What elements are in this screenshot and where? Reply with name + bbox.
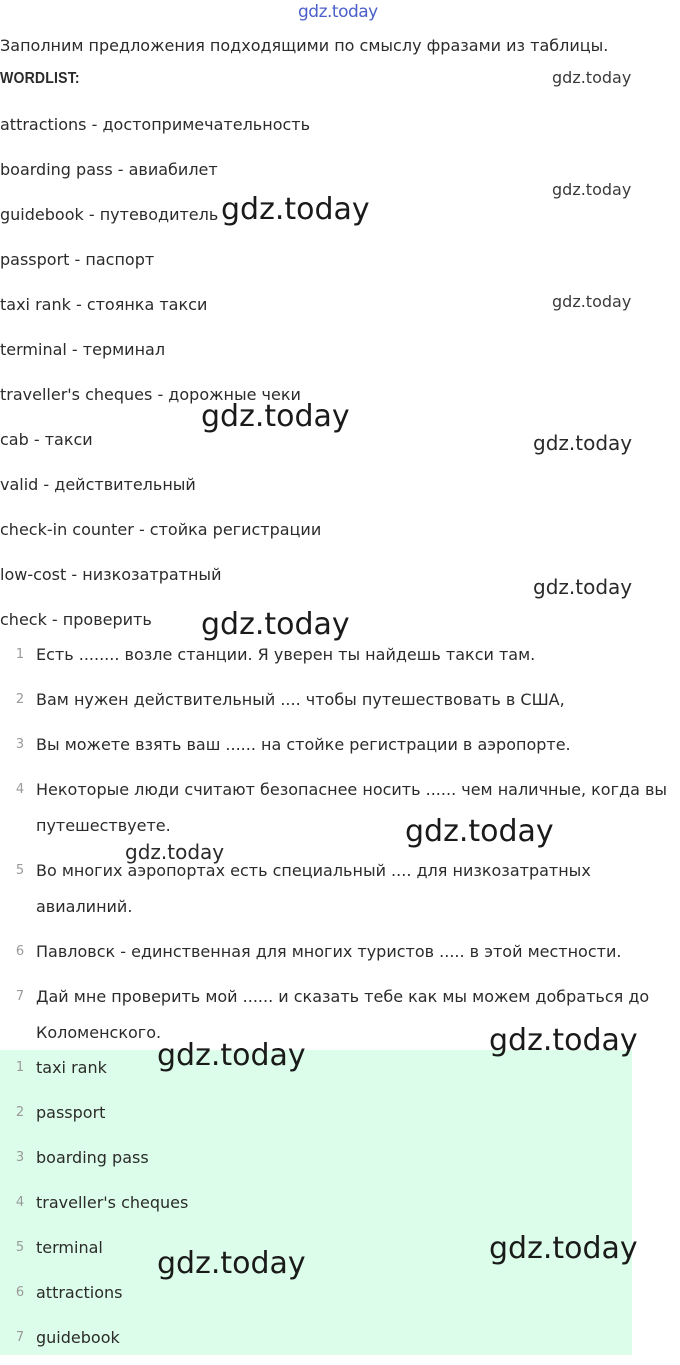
task-item: [0, 637, 680, 673]
watermark: gdz.today: [157, 1246, 306, 1281]
wordlist-item: cab - такси: [0, 430, 93, 449]
answer-number: 7: [15, 1330, 25, 1345]
task-text: Некоторые люди считают безопаснее носить ...... чем наличные, когда вы путешествуете.: [36, 780, 668, 835]
answer-text: traveller's cheques: [36, 1193, 189, 1212]
task-item: [0, 934, 680, 970]
task-item: [0, 979, 680, 1051]
task-text: Вам нужен действительный .... чтобы путешествовать в США,: [36, 690, 565, 709]
watermark: gdz.today: [125, 840, 225, 864]
task-text: Павловск - единственная для многих туристов ..... в этой местности.: [36, 942, 622, 961]
task-number: 2: [15, 692, 25, 707]
wordlist-item: valid - действительный: [0, 475, 196, 494]
answer-item: [0, 1050, 188, 1095]
instruction-text: Заполним предложения подходящими по смыслу фразами из таблицы.: [0, 36, 609, 55]
answer-item: [0, 1185, 188, 1230]
answer-item: [0, 1230, 188, 1275]
answer-number: 5: [15, 1240, 25, 1255]
wordlist-item: traveller's cheques - дорожные чеки: [0, 385, 301, 404]
task-item: [0, 853, 680, 925]
task-number: 6: [15, 944, 25, 959]
answer-item: [0, 1095, 188, 1140]
wordlist-item: guidebook - путеводитель: [0, 205, 219, 224]
watermark: gdz.today: [552, 292, 632, 311]
watermark: gdz.today: [552, 68, 632, 87]
answer-item: [0, 1320, 188, 1365]
site-logo: gdz.today: [298, 2, 378, 22]
watermark: gdz.today: [533, 575, 633, 599]
wordlist-item: passport - паспорт: [0, 250, 155, 269]
answer-text: passport: [36, 1103, 106, 1122]
task-number: 4: [15, 782, 25, 797]
task-number: 3: [15, 737, 25, 752]
watermark: gdz.today: [533, 431, 633, 455]
answer-number: 2: [15, 1105, 25, 1120]
watermark: gdz.today: [157, 1038, 306, 1073]
answer-number: 6: [15, 1285, 25, 1300]
task-text: Вы можете взять ваш ...... на стойке регистрации в аэропорте.: [36, 735, 571, 754]
task-list: [0, 637, 680, 1060]
watermark: gdz.today: [489, 1023, 638, 1058]
answer-text: terminal: [36, 1238, 103, 1257]
answer-text: taxi rank: [36, 1058, 107, 1077]
wordlist-item: check - проверить: [0, 610, 152, 629]
task-number: 7: [15, 989, 25, 1004]
task-number: 1: [15, 647, 25, 662]
answer-item: [0, 1140, 188, 1185]
watermark: gdz.today: [221, 192, 370, 227]
task-item: [0, 772, 680, 844]
answer-list: [0, 1050, 188, 1365]
wordlist-item: terminal - терминал: [0, 340, 166, 359]
answer-number: 3: [15, 1150, 25, 1165]
answer-text: boarding pass: [36, 1148, 149, 1167]
wordlist-item: attractions - достопримечательность: [0, 115, 311, 134]
wordlist: [0, 102, 321, 642]
task-text: Дай мне проверить мой ...... и сказать тебе как мы можем добраться до Коломенского.: [36, 987, 650, 1042]
watermark: gdz.today: [201, 399, 350, 434]
answer-number: 4: [15, 1195, 25, 1210]
task-text: Во многих аэропортах есть специальный .... для низкозатратных авиалиний.: [36, 861, 591, 916]
wordlist-item: low-cost - низкозатратный: [0, 565, 222, 584]
watermark: gdz.today: [489, 1231, 638, 1266]
task-text: Есть ........ возле станции. Я уверен ты найдешь такси там.: [36, 645, 536, 664]
watermark: gdz.today: [405, 814, 554, 849]
task-number: 5: [15, 863, 25, 878]
wordlist-item: check-in counter - стойка регистрации: [0, 520, 322, 539]
watermark: gdz.today: [201, 607, 350, 642]
answer-item: [0, 1275, 188, 1320]
watermark: gdz.today: [552, 180, 632, 199]
answer-text: attractions: [36, 1283, 123, 1302]
wordlist-item: boarding pass - авиабилет: [0, 160, 218, 179]
wordlist-title: WORDLIST:: [0, 70, 80, 87]
wordlist-item: taxi rank - стоянка такси: [0, 295, 208, 314]
answer-text: guidebook: [36, 1328, 120, 1347]
task-item: [0, 727, 680, 763]
answer-number: 1: [15, 1060, 25, 1075]
task-item: [0, 682, 680, 718]
